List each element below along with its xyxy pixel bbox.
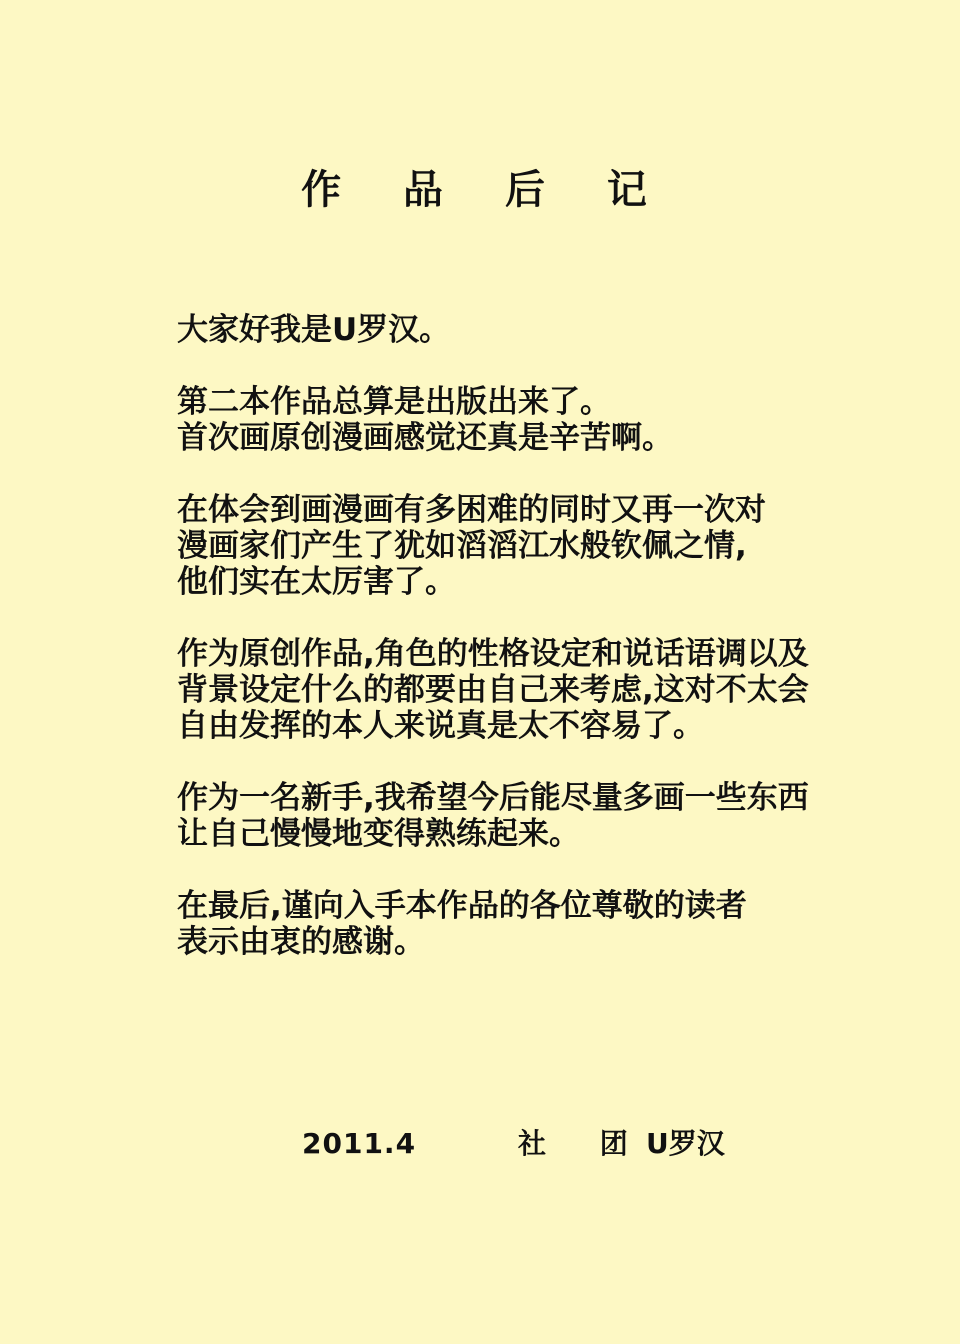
paragraph-thanks <box>177 888 877 960</box>
page-title: 作 品 后 记 <box>301 167 671 213</box>
text-line: 作为一名新手,我希望今后能尽量多画一些东西 <box>177 780 809 816</box>
text-line: 他们实在太厉害了。 <box>177 564 456 600</box>
text-line: 在体会到画漫画有多困难的同时又再一次对 <box>177 492 766 528</box>
text-line: 第二本作品总算是出版出来了。 <box>177 384 611 420</box>
text-line: 在最后,谨向入手本作品的各位尊敬的读者 <box>177 888 747 924</box>
text-line: 让自己慢慢地变得熟练起来。 <box>177 816 580 852</box>
paragraph-admiration <box>177 492 877 600</box>
text-line: 背景设定什么的都要由自己来考虑,这对不太会 <box>177 672 809 708</box>
paragraph-newcomer <box>177 780 877 852</box>
footer-date: 2011.4 <box>302 1127 417 1160</box>
text-line: 漫画家们产生了犹如滔滔江水般钦佩之情, <box>177 528 747 564</box>
footer-club-label: 社 团 <box>518 1127 650 1160</box>
text-line: 表示由衷的感谢。 <box>177 924 425 960</box>
text-line: 作为原创作品,角色的性格设定和说话语调以及 <box>177 636 809 672</box>
text-line: 首次画原创漫画感觉还真是辛苦啊。 <box>177 420 673 456</box>
text-line: 大家好我是U罗汉。 <box>177 312 451 348</box>
signature-footer <box>0 1126 960 1162</box>
paragraph-original-work <box>177 636 877 744</box>
paragraph-publication <box>177 384 877 456</box>
afterword-body <box>177 312 877 996</box>
text-line: 自由发挥的本人来说真是太不容易了。 <box>177 708 704 744</box>
paragraph-greeting <box>177 312 877 348</box>
footer-circle-name: U罗汉 <box>646 1127 725 1160</box>
